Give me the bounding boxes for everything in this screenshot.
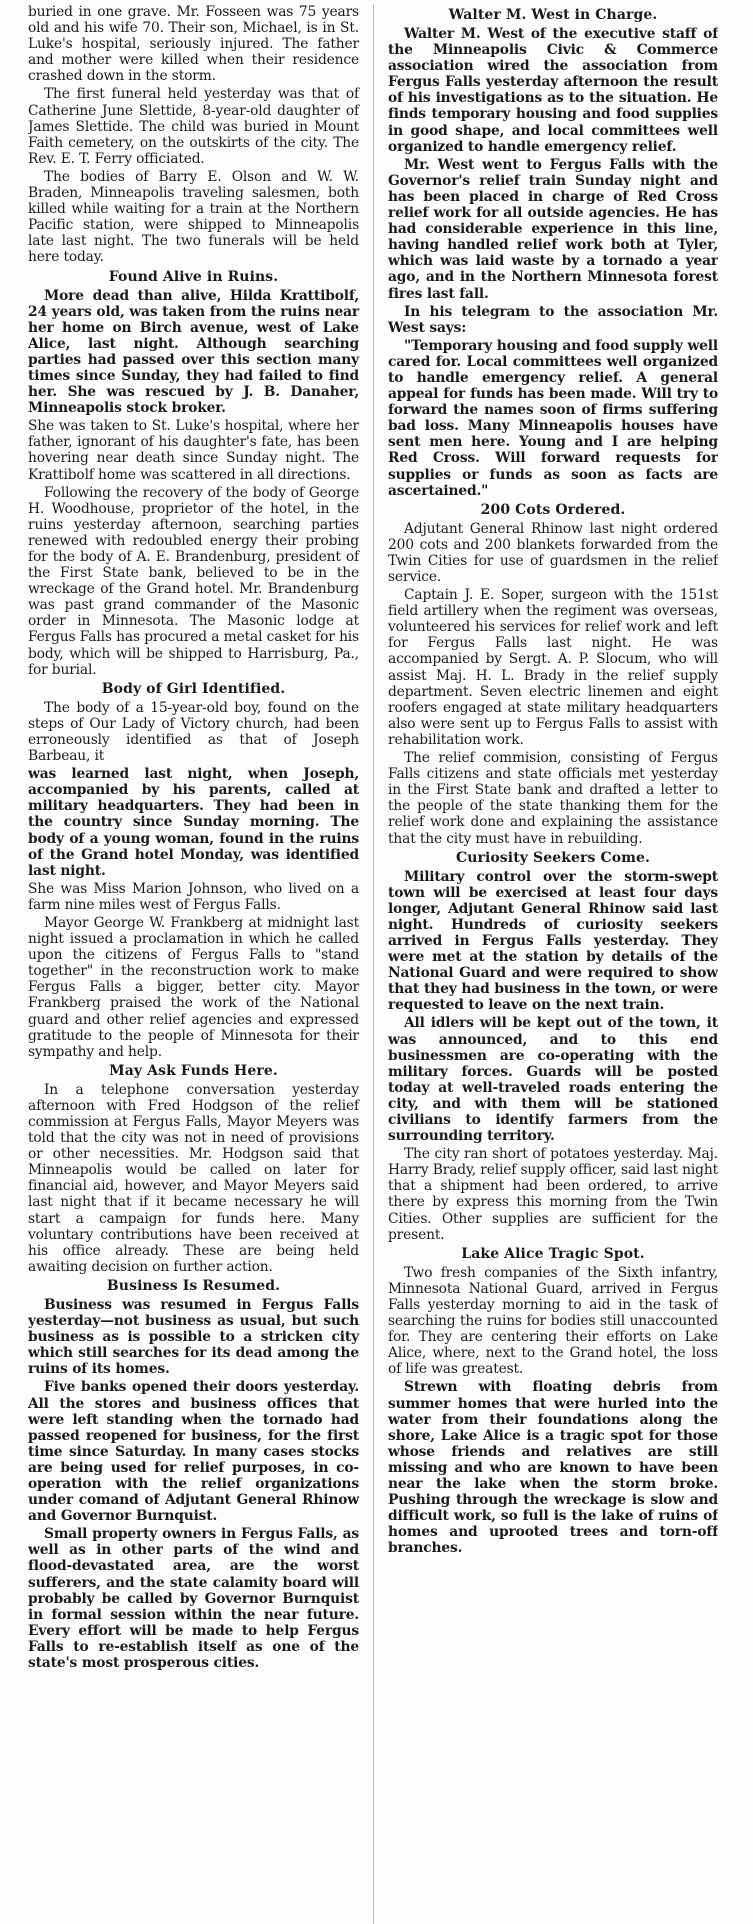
paragraph-girl-rest: She was Miss Marion Johnson, who lived on a farm nine miles west of Fergus Falls. <box>28 880 359 913</box>
paragraph-ask-funds: In a telephone conversation yesterday afternoon with Fred Hodgson of the relief commission at Fergus Falls, Mayor Meyers was told that the city was not in need of provisions or other necessities. Mr. Hodgson said that Minneapolis would be called on later for financial aid, however, and Mayor Meyers said last night that if it became necessary he will start a campaign for funds here. Many voluntary contributions have been received at his office already. These are being held awaiting decision on further action. <box>28 1081 359 1275</box>
paragraph-banks-opened: Five banks opened their doors yesterday. All the stores and business offices that were left standing when the tornado had passed reopened for business, for the first time since Saturday. In many cases stocks are being used for relief purposes, in co-operation with the relief organizations under comand of Adjutant General Rhinow and Governor Burnquist. <box>28 1379 359 1525</box>
paragraph-business-resumed: Business was resumed in Fergus Falls yesterday—not business as usual, but such business as is possible to a stricken city which still searches for its dead among the ruins of its homes. <box>28 1296 359 1378</box>
subhead-found-alive: Found Alive in Ruins. <box>108 268 279 285</box>
paragraph-lake-alice-debris: Strewn with floating debris from summer homes that were hurled into the water from their foundations along the shore, Lake Alice is a tragic spot for those whose friends and relatives are still missing and who are known to have been near the lake when the storm broke. Pushing through the wreckage is slow and difficult work, so full is the lake of ruins of homes and uprooted trees and torn-off branches. <box>388 1379 718 1557</box>
subhead-girl-identified: Body of Girl Identified. <box>101 680 286 697</box>
left-column <box>28 4 373 1924</box>
subhead-business-resumed: Business Is Resumed. <box>106 1277 281 1294</box>
paragraph-telegram-intro: In his telegram to the association Mr. West says: <box>388 303 718 336</box>
paragraph-west-relief-train: Mr. West went to Fergus Falls with the Governor's relief train Sunday night and has been placed in charge of Red Cross relief work for all outside agencies. He has had considerable experience in this line, having handled relief work both at Tyler, which was laid waste by a tornado a year ago, and in the Northern Minnesota forest fires last fall. <box>388 156 718 302</box>
paragraph-intro: buried in one grave. Mr. Fosseen was 75 years old and his wife 70. Their son, Michael, is in St. Luke's hospital, seriously injured. The father and mother were killed when their residence crashed down in the storm. <box>28 4 359 85</box>
paragraph-property-owners: Small property owners in Fergus Falls, as well as in other parts of the wind and flood-devastated area, are the worst sufferers, and the state calamity board will probably be called by Governor Burnquist in formal session within the near future. Every effort will be made to help Fergus Falls to re-establish itself as one of the state's most prosperous cities. <box>28 1526 359 1671</box>
paragraph-potatoes: The city ran short of potatoes yesterday. Maj. Harry Brady, relief supply officer, said last night that a shipment had been ordered, to arrive there by express this morning from the Twin Cities. Other supplies are sufficient for the present. <box>388 1146 718 1243</box>
paragraph-west: Walter M. West of the executive staff of the Minneapolis Civic & Commerce association wired the association from Fergus Falls yesterday afternoon the result of his investigations as to the situation. He finds temporary housing and food supplies in good shape, and local committees well organized to handle emergency relief. <box>388 26 718 155</box>
paragraph-found-alive-bold: More dead than alive, Hilda Krattibolf, 24 years old, was taken from the ruins near her home on Birch avenue, west of Lake Alice, last night. Although searching parties had passed over this section many times since Sunday, they had failed to find her. She was rescued by J. B. Danaher, Minneapolis stock broker. <box>28 287 359 417</box>
subhead-lake-alice: Lake Alice Tragic Spot. <box>461 1245 645 1262</box>
paragraph-telegram-quote: "Temporary housing and food supply well cared for. Local committees well organized to handle emergency relief. A general appeal for funds has been made. Will try to forward the names soon of firms suffering bad loss. Many Minneapolis houses have sent men here. Young and I are helping Red Cross. Will forward requests for supplies or funds as soon as facts are ascertained." <box>388 337 718 499</box>
paragraph-idlers: All idlers will be kept out of the town, it was announced, and to this end businessmen are co-operating with the military forces. Guards will be posted today at well-traveled roads entering the city, and with them will be stationed civilians to identify farmers from the surrounding territory. <box>388 1015 718 1145</box>
paragraph-lake-alice: Two fresh companies of the Sixth infantry, Minnesota National Guard, arrived in Fergus Falls yesterday morning to aid in the task of searching the ruins for bodies still unaccounted for. They are centering their efforts on Lake Alice, where, next to the Grand hotel, the loss of life was greatest. <box>388 1264 718 1378</box>
subhead-ask-funds: May Ask Funds Here. <box>109 1062 278 1079</box>
paragraph-first-funeral: The first funeral held yesterday was that of Catherine June Slettide, 8-year-old daughter of James Slettide. The child was buried in Mount Faith cemetery, on the outskirts of the city. The Rev. E. T. Ferry officiated. <box>28 86 359 167</box>
paragraph-mayor-proclamation: Mayor George W. Frankberg at midnight last night issued a proclamation in which he called upon the citizens of Fergus Falls to "stand together" in the reconstruction work to make Fergus Falls a bigger, better city. Mayor Frankberg praised the work of the National guard and other relief agencies and expressed gratitude to the people of Minnesota for their sympathy and help. <box>28 914 359 1060</box>
paragraph-soper: Captain J. E. Soper, surgeon with the 151st field artillery when the regiment was overseas, volunteered his services for relief work and left for Fergus Falls last night. He was accompanied by Sergt. A. P. Slocum, who will assist Maj. H. L. Brady in the relief supply department. Seven electric linemen and eight roofers engaged at state military headquarters also were sent up to Fergus Falls to assist with rehabilitation work. <box>388 587 718 748</box>
paragraph-woodhouse: Following the recovery of the body of George H. Woodhouse, proprietor of the hotel, in the ruins yesterday afternoon, searching parties renewed with redoubled energy their probing for the body of A. E. Brandenburg, president of the First State bank, believed to be in the wreckage of the Grand hotel. Mr. Brandenburg was past grand commander of the Masonic order in Minnesota. The Masonic lodge at Fergus Falls has procured a metal casket for his body, which will be shipped to Harrisburg, Pa., for burial. <box>28 484 359 678</box>
paragraph-curiosity: Military control over the storm-swept town will be exercised at least four days longer, Adjutant General Rhinow said last night. Hundreds of curiosity seekers arrived in Fergus Falls yesterday. They were met at the station by details of the National Guard and were required to show that they had business in the town, or were requested to leave on the next train. <box>388 868 718 1014</box>
paragraph-relief-commission: The relief commision, consisting of Fergus Falls citizens and state officials met yesterday in the First State bank and drafted a letter to the people of the state thanking them for the relief work done and explaining the assistance that the city must have in rebuilding. <box>388 750 718 847</box>
subhead-curiosity-seekers: Curiosity Seekers Come. <box>455 849 651 866</box>
paragraph-found-alive-rest: She was taken to St. Luke's hospital, where her father, ignorant of his daughter's fate, has been hovering near death since Sunday night. The Krattibolf home was scattered in all directions. <box>28 418 359 483</box>
paragraph-salesmen-bodies: The bodies of Barry E. Olson and W. W. Braden, Minneapolis traveling salesmen, both killed while waiting for a train at the Northern Pacific station, were shipped to Minneapolis late last night. The two funerals will be held here today. <box>28 168 359 266</box>
right-column <box>373 4 718 1924</box>
subhead-cots-ordered: 200 Cots Ordered. <box>480 501 626 518</box>
article-columns <box>28 4 743 1924</box>
paragraph-girl-plain: The body of a 15-year-old boy, found on the steps of Our Lady of Victory church, had been erroneously identified as that of Joseph Barbeau, it <box>28 699 359 765</box>
subhead-west-in-charge: Walter M. West in Charge. <box>448 7 658 23</box>
paragraph-girl-bold: was learned last night, when Joseph, accompanied by his parents, called at military headquarters. They had been in the country since Sunday morning. The body of a young woman, found in the ruins of the Grand hotel Monday, was identified last night. <box>28 766 359 879</box>
paragraph-cots: Adjutant General Rhinow last night ordered 200 cots and 200 blankets forwarded from the Twin Cities for use of guardsmen in the relief service. <box>388 520 718 585</box>
